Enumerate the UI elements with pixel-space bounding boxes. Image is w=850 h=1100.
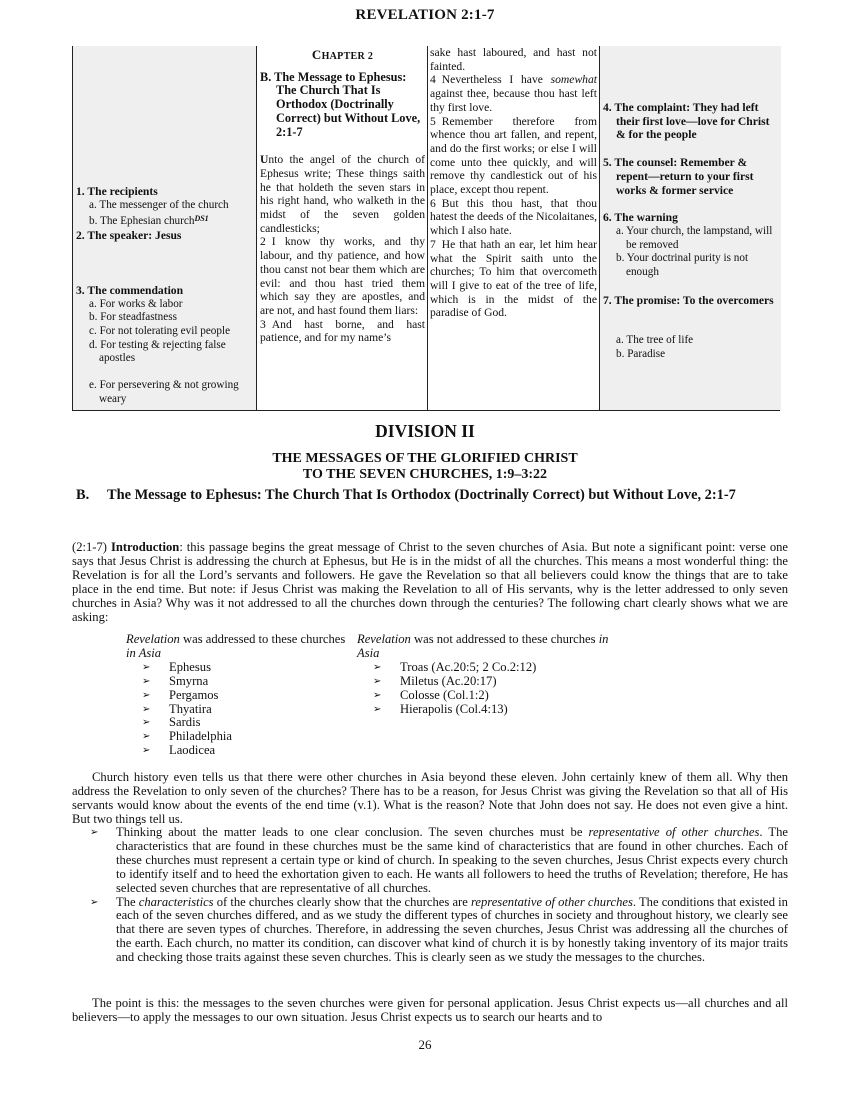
list-item: ➢ Thyatira xyxy=(142,701,212,716)
list-item: ➢ Smyrna xyxy=(142,673,209,688)
section-title-inline: B. The Message to Ephesus: The Church That Is Orthodox (Doctrinally Correct) but Without Love, 2:1-7 xyxy=(260,69,421,139)
scripture-column-1 xyxy=(256,46,427,410)
arrow-bullet-icon: ➢ xyxy=(373,703,382,715)
outline-subpoint: b. Paradise xyxy=(616,348,666,361)
verse-4: 4 Nevertheless I have somewhat against thee, because thou hast left thy first love. xyxy=(430,73,597,114)
list-item: ➢ Sardis xyxy=(142,715,201,730)
outline-subpoint: d. For testing & rejecting false apostles xyxy=(89,338,226,365)
verse-2: 2 I know thy works, and thy labour, and thy patience, and how thou canst not bear them which are evil: and thou hast tried them which say they are apostles, and are not, and hast found them liars: xyxy=(260,235,425,317)
outline-subpoint: a. The tree of life xyxy=(616,334,694,347)
list-item: ➢ Miletus (Ac.20:17) xyxy=(373,673,497,688)
section-heading xyxy=(76,487,790,503)
outline-point-recipients: 1. The recipients xyxy=(76,185,158,198)
list-item: ➢ Laodicea xyxy=(142,743,216,758)
list-item: ➢ Ephesus xyxy=(142,659,211,674)
point-paragraph: The point is this: the messages to the seven churches were given for personal application. Jesus Christ expects us—all churches and all believers—to apply the messages to our own situation. Jesus Christ expects us to search our hearts and to xyxy=(72,996,788,1024)
section-title: The Message to Ephesus: The Church That Is Orthodox (Doctrinally Correct) but Without Love, 2:1-7 xyxy=(107,487,736,503)
chapter-label: CHAPTER 2 xyxy=(311,47,374,62)
section-letter: B. xyxy=(76,487,90,503)
outline-column-left xyxy=(73,46,256,410)
outline-point-counsel: 5. The counsel: Remember & repent—return to your first works & former service xyxy=(603,156,754,197)
list-item: ➢ Troas (Ac.20:5; 2 Co.2:12) xyxy=(373,659,537,674)
history-paragraph: Church history even tells us that there were other churches in Asia beyond these eleven. John certainly knew of them all. Why then address the Revelation to only seven of the churches? There has to be a reason, for Jesus Christ was giving the Revelation so that all of His servants would know about the events of the end time (v.1). What is the reason? Note that John does not say. He does not even give a hint. But two things tell us. xyxy=(72,770,788,826)
verse-1: Unto the angel of the church of Ephesus write; These things saith he that holdeth the seven stars in his right hand, who walketh in the midst of the seven golden candlesticks; xyxy=(260,153,425,235)
list-item: ➢ Colosse (Col.1:2) xyxy=(373,687,489,702)
arrow-bullet-icon: ➢ xyxy=(373,675,382,687)
division-subtitle: THE MESSAGES OF THE GLORIFIED CHRIST TO THE SEVEN CHURCHES, 1:9–3:22 xyxy=(272,451,578,482)
reason-item: ➢ The characteristics of the churches clearly show that the churches are representative of other churches. The conditions that existed in each of the seven churches differed, and as we study the different types of churches in society and throughout history, we clearly see that there are seven types of churches. Therefore, in addressing the seven churches, Jesus Christ was addressing all the churches of the earth. Each church, no matter its condition, can discover what kind of church it is by honestly taking inventory of its major traits and checking those traits against these seven churches. This is clearly seen as we study the messages to the churches. xyxy=(90,894,788,965)
arrow-bullet-icon: ➢ xyxy=(142,689,151,701)
arrow-bullet-icon: ➢ xyxy=(142,745,151,757)
scripture-column-2 xyxy=(427,46,599,410)
not-addressed-churches-list: Revelation was not addressed to these churches in Asia ➢ Troas (Ac.20:5; 2 Co.2:12) ➢ Miletus (Ac.20:17) ➢ Colosse (Col.1:2) ➢ Hierapolis (Col.4:13) xyxy=(357,633,617,758)
list-item: ➢ Philadelphia xyxy=(142,729,232,744)
outline-point-complaint: 4. The complaint: They had left their first love—love for Christ & for the people xyxy=(603,101,770,142)
outline-subpoint: b. The Ephesian church$^{DS1}$ xyxy=(89,214,209,228)
outline-point-speaker: 2. The speaker: Jesus xyxy=(76,229,182,243)
outline-subpoint: a. The messenger of the church xyxy=(89,198,229,211)
arrow-bullet-icon: ➢ xyxy=(90,827,99,838)
churches-chart xyxy=(126,633,626,758)
arrow-bullet-icon: ➢ xyxy=(142,703,151,715)
page-number: 26 xyxy=(418,1037,432,1052)
outline-table xyxy=(72,46,780,411)
outline-column-right xyxy=(599,46,781,410)
study-note-marker: DS1 xyxy=(194,214,209,224)
arrow-bullet-icon: ➢ xyxy=(142,731,151,743)
outline-point-warning: 6. The warning xyxy=(603,211,678,225)
outline-point-promise: 7. The promise: To the overcomers xyxy=(603,293,774,307)
verse-3-start: 3 And hast borne, and hast patience, and for my name’s xyxy=(260,317,425,345)
verse-7: 7 He that hath an ear, let him hear what the Spirit saith unto the churches; To him that overcometh will I give to eat of the tree of life, which is in the midst of the paradise of God. xyxy=(430,237,597,320)
outline-subpoint: e. For persevering & not growing weary xyxy=(89,379,239,405)
arrow-bullet-icon: ➢ xyxy=(373,661,382,673)
arrow-bullet-icon: ➢ xyxy=(142,717,151,729)
reason-item: ➢ Thinking about the matter leads to one clear conclusion. The seven churches must be representative of other churches. The characteristics that are found in these churches must be the same kind of characteristics that are found in other churches. Each of these churches must represent a certain type or kind of church. In speaking to the seven churches, Jesus Christ expects every church to identify itself and to heed the exhortation given to each. He wants all followers to heed the truths of Revelation; therefore, He has selected seven churches that are representative of all churches. xyxy=(90,825,788,895)
outline-subpoint: c. For not tolerating evil people xyxy=(89,324,231,337)
arrow-bullet-icon: ➢ xyxy=(373,689,382,701)
arrow-bullet-icon: ➢ xyxy=(142,661,151,673)
verse-5: 5 Remember therefore from whence thou art fallen, and repent, and do the first works; or else I will come unto thee quickly, and will remove thy candlestick out of his place, except thou repent. xyxy=(430,114,597,197)
list-item: ➢ Pergamos xyxy=(142,687,219,702)
outline-subpoint: a. Your church, the lampstand, will be removed xyxy=(616,224,773,251)
outline-subpoint: b. For steadfastness xyxy=(89,311,177,324)
outline-subpoint: b. Your doctrinal purity is not enough xyxy=(616,252,749,279)
verse-6: 6 But this thou hast, that thou hatest the deeds of the Nicolaitanes, which I also hate. xyxy=(430,196,597,238)
running-head: REVELATION 2:1-7 xyxy=(355,7,495,23)
outline-subpoint: a. For works & labor xyxy=(89,297,183,310)
arrow-bullet-icon: ➢ xyxy=(90,896,99,908)
reasons-list xyxy=(90,826,788,965)
division-title: DIVISION II xyxy=(375,421,475,441)
outline-point-commendation: 3. The commendation xyxy=(76,283,184,297)
verse-3-end: sake hast laboured, and hast not fainted. xyxy=(430,46,597,73)
list-item: ➢ Hierapolis (Col.4:13) xyxy=(373,701,508,716)
arrow-bullet-icon: ➢ xyxy=(142,675,151,687)
introduction-paragraph: (2:1-7) Introduction: this passage begins the great message of Christ to the seven churches of Asia. But note a significant point: verse one says that Jesus Christ is addressing the church at Ephesus, but He is in the midst of all the churches. This means a most wonderful thing: the Revelation is for all the Lord’s servants and followers. He gave the Revelation so that all believers could know the things that are to take place in the end time. But note: if Jesus Christ was making the Revelation to all of His servants, why is the letter addressed to only seven churches in Asia? Why was it not addressed to all the churches down through the centuries? The following chart clearly shows what we are asking: xyxy=(72,540,789,624)
addressed-churches-list: Revelation was addressed to these churches in Asia ➢ Ephesus ➢ Smyrna ➢ Pergamos ➢ Thyatira ➢ Sardis ➢ Philadelphia ➢ Laodicea xyxy=(126,633,357,758)
